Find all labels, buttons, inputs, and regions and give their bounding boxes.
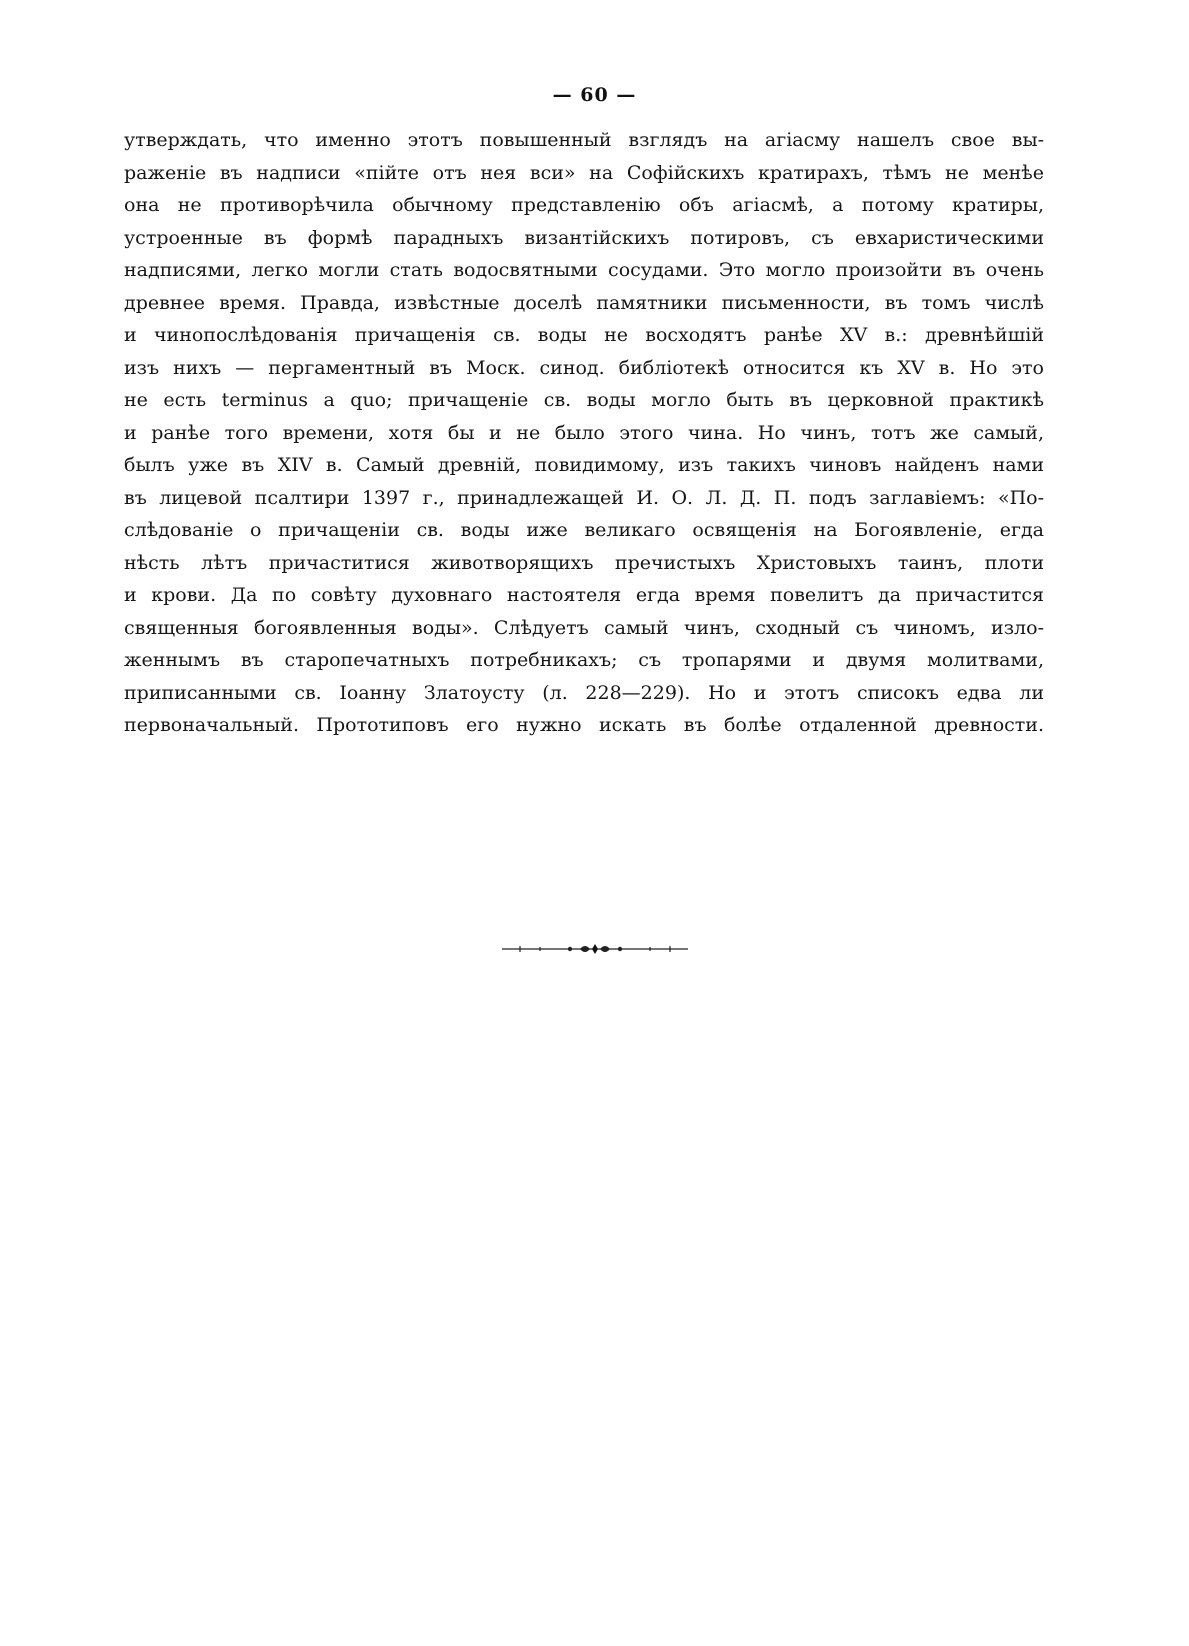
- text-line: она не противорѣчила обычному представленію объ агіасмѣ, а потому кратиры,: [124, 194, 1044, 216]
- text-line: былъ уже въ XIV в. Самый древній, повидимому, изъ такихъ чиновъ найденъ нами: [124, 454, 1044, 476]
- text-line: и крови. Да по совѣту духовнаго настоятеля егда время повелитъ да причастится: [124, 584, 1044, 606]
- text-line: утверждать, что именно этотъ повышенный взглядъ на агіасму нашелъ свое вы-: [124, 129, 1044, 151]
- text-line: и ранѣе того времени, хотя бы и не было этого чина. Но чинъ, тотъ же самый,: [124, 421, 1044, 444]
- text-line: въ лицевой псалтири 1397 г., принадлежащей И. О. Л. Д. П. подъ заглавіемъ: «По-: [124, 486, 1044, 509]
- divider-ornament-icon: [500, 942, 690, 956]
- body-text: [124, 124, 1044, 742]
- text-line: древнее время. Правда, извѣстные доселѣ памятники письменности, въ томъ числѣ: [124, 291, 1044, 314]
- text-line: слѣдованіе о причащеніи св. воды иже великаго освященія на Богоявленіе, егда: [124, 519, 1044, 541]
- text-line: и чинопослѣдованія причащенія св. воды не восходятъ ранѣе XV в.: древнѣйшій: [124, 324, 1044, 346]
- text-line: первоначальный. Прототиповъ его нужно искать въ болѣе отдаленной древности.: [124, 714, 1044, 736]
- page-number: — 60 —: [552, 84, 637, 106]
- text-line: приписанными св. Іоанну Златоусту (л. 228—229). Но и этотъ списокъ едва ли: [124, 681, 1044, 704]
- text-line: раженіе въ надписи «пійте отъ нея вси» на Софійскихъ кратирахъ, тѣмъ не менѣе: [124, 161, 1044, 184]
- text-line: женнымъ въ старопечатныхъ потребникахъ; съ тропарями и двумя молитвами,: [124, 649, 1044, 671]
- text-line: надписями, легко могли стать водосвятными сосудами. Это могло произойти въ очень: [124, 259, 1044, 281]
- text-line: изъ нихъ — пергаментный въ Моск. синод. библіотекѣ относится къ XV в. Но это: [124, 356, 1044, 379]
- text-line: устроенные въ формѣ парадныхъ византійскихъ потировъ, съ евхаристическими: [124, 226, 1044, 249]
- text-line: не есть terminus a quo; причащеніе св. воды могло быть въ церковной практикѣ: [124, 389, 1044, 411]
- text-line: священныя богоявленныя воды». Слѣдуетъ самый чинъ, сходный съ чиномъ, изло-: [124, 616, 1044, 639]
- text-line: нѣсть лѣтъ причаститися животворящихъ пречистыхъ Христовыхъ таинъ, плоти: [124, 551, 1044, 574]
